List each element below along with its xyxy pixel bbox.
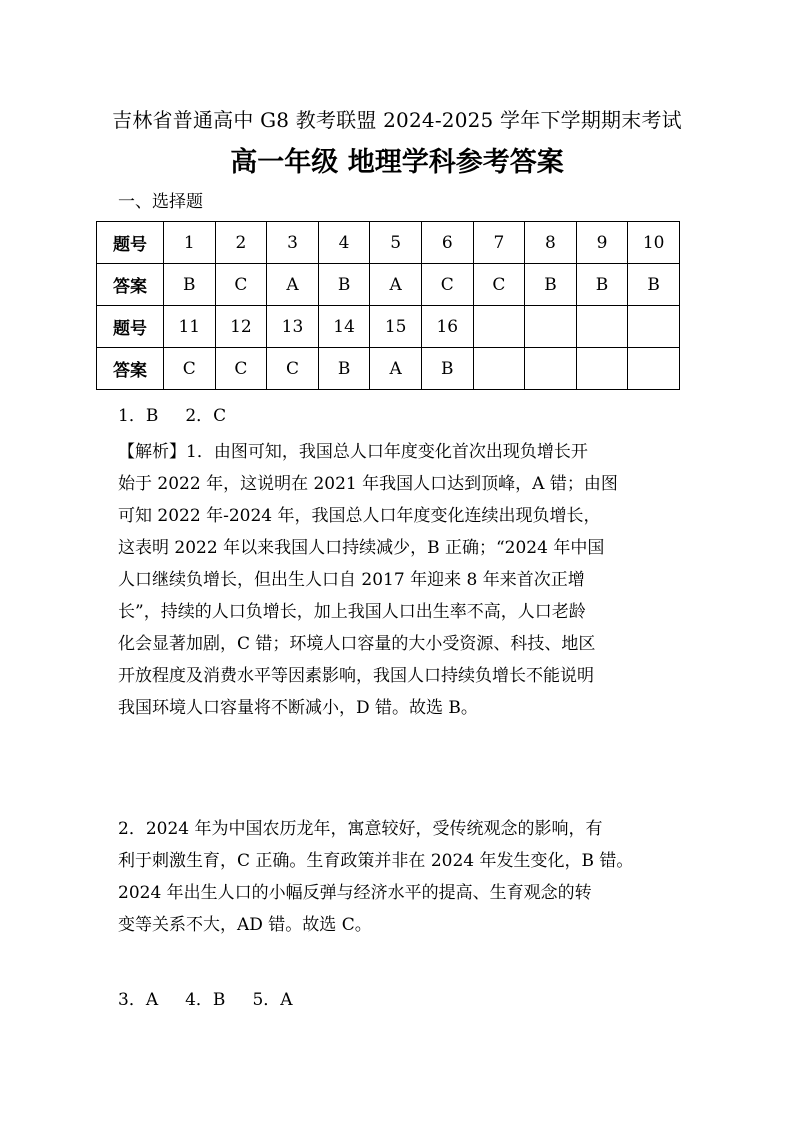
table-cell: 1 [164, 222, 216, 264]
table-cell: B [525, 264, 577, 306]
section-title: 一、选择题 [118, 192, 203, 212]
table-cell: C [473, 264, 525, 306]
text-line: 利于刺激生育，C 正确。生育政策并非在 2024 年发生变化，B 错。 [118, 851, 634, 871]
table-cell: 8 [525, 222, 577, 264]
table-cell: A [370, 348, 422, 390]
table-cell: 15 [370, 306, 422, 348]
table-cell: 16 [421, 306, 473, 348]
page-title: 高一年级 地理学科参考答案 [230, 147, 564, 178]
table-cell: 12 [215, 306, 267, 348]
row-header: 答案 [97, 348, 164, 390]
table-cell: B [628, 264, 680, 306]
row-header: 题号 [97, 222, 164, 264]
table-row [97, 306, 680, 348]
table-cell [525, 306, 577, 348]
table-cell: C [215, 264, 267, 306]
table-cell [473, 306, 525, 348]
table-cell: 6 [421, 222, 473, 264]
table-cell: B [421, 348, 473, 390]
text-line: 可知 2022 年-2024 年，我国总人口年度变化连续出现负增长， [118, 506, 601, 526]
text-line: 开放程度及消费水平等因素影响，我国人口持续负增长不能说明 [118, 666, 594, 686]
text-line: 2．2024 年为中国农历龙年，寓意较好，受传统观念的影响，有 [118, 819, 603, 839]
table-cell: C [215, 348, 267, 390]
table-cell: B [318, 264, 370, 306]
table-cell: C [164, 348, 216, 390]
table-cell: 9 [576, 222, 628, 264]
table-cell: 3 [267, 222, 319, 264]
explanation-q2 [118, 813, 678, 941]
table-cell: B [576, 264, 628, 306]
table-cell: 10 [628, 222, 680, 264]
row-header: 题号 [97, 306, 164, 348]
table-row [97, 348, 680, 390]
explanation-q1 [118, 436, 678, 724]
table-cell: C [267, 348, 319, 390]
table-cell [576, 348, 628, 390]
text-line: 化会显著加剧，C 错；环境人口容量的大小受资源、科技、地区 [118, 634, 596, 654]
text-line: 变等关系不大，AD 错。故选 C。 [118, 915, 372, 935]
table-cell: B [164, 264, 216, 306]
text-line: 【解析】1．由图可知，我国总人口年度变化首次出现负增长开 [118, 442, 588, 462]
table-cell: 5 [370, 222, 422, 264]
answer-line-q1-q2: 1．B 2．C [118, 406, 227, 426]
table-cell [473, 348, 525, 390]
table-cell: 14 [318, 306, 370, 348]
table-cell: A [267, 264, 319, 306]
answer-line-q3-q5: 3．A 4．B 5．A [118, 990, 293, 1010]
table-cell: 4 [318, 222, 370, 264]
table-cell: C [421, 264, 473, 306]
row-header: 答案 [97, 264, 164, 306]
table-row [97, 264, 680, 306]
table-cell: 2 [215, 222, 267, 264]
text-line: 始于 2022 年，这说明在 2021 年我国人口达到顶峰，A 错；由图 [118, 474, 618, 494]
table-cell: 11 [164, 306, 216, 348]
text-line: 人口继续负增长，但出生人口自 2017 年迎来 8 年来首次正增 [118, 570, 585, 590]
text-line: 这表明 2022 年以来我国人口持续减少，B 正确；“2024 年中国 [118, 538, 605, 558]
table-cell [576, 306, 628, 348]
table-row [97, 222, 680, 264]
text-line: 我国环境人口容量将不断减小，D 错。故选 B。 [118, 698, 478, 718]
table-cell [628, 348, 680, 390]
table-cell: A [370, 264, 422, 306]
text-line: 2024 年出生人口的小幅反弹与经济水平的提高、生育观念的转 [118, 883, 592, 903]
table-cell: 7 [473, 222, 525, 264]
table-cell [628, 306, 680, 348]
answer-table [96, 221, 680, 390]
table-cell: B [318, 348, 370, 390]
exam-header: 吉林省普通高中 G8 教考联盟 2024-2025 学年下学期期末考试 [112, 108, 682, 132]
table-cell [525, 348, 577, 390]
text-line: 长”，持续的人口负增长，加上我国人口出生率不高，人口老龄 [118, 602, 586, 622]
table-cell: 13 [267, 306, 319, 348]
